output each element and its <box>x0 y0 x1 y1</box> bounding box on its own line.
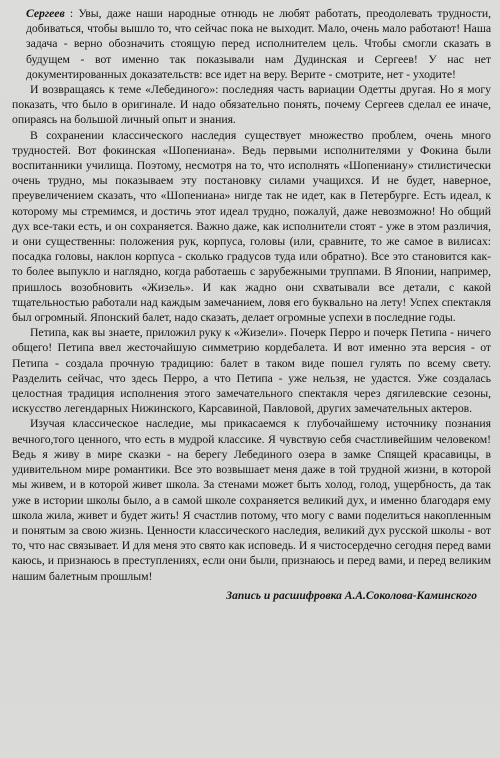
paragraph-2: И возвращаясь к теме «Лебединого»: последняя часть вариации Одетты другая. Но я могу показать, что было в оригинале. И надо обязательно понять, почему Сергеев сделал ее иначе, опираясь на большой личный опыт и знания. <box>12 83 491 127</box>
paragraph-3: В сохранении классического наследия существует множество проблем, очень много трудностей. Вот фокинская «Шопениана». Ведь первыми исполнителями у Фокина были воспитанники училища. Поэтому, несмотря на то, что исполнять «Шопениану» стилистически очень трудно, мы показываем эту постановку силами учащихся. И не будет, наверное, преувеличением сказать, что «Шопениана» нигде так не идет, как в Петербурге. Есть идеал, к которому мы стремимся, и достичь этот идеал трудно, пожалуй, даже невозможно! Но общий дух все-таки есть, и он сохраняется. Важно даже, как исполнители стоят - уже в этом различия, и они существенны: положения рук, корпуса, головы (или, сравните, то же самое в вилисах: посадка головы, наклон корпуса - сколько градусов туда или обратно). Все это становится как-то более выпукло и наглядно, когда работаешь с зарубежными труппами. В Японии, например, пришлось возобновить «Жизель». И как жадно они схватывали все детали, с какой тщательностью работали над каждым замечанием, ловя его буквально на лету! Успех спектакля был огромный. Японский балет, надо сказать, делает огромные успехи в последние годы. <box>12 128 491 325</box>
paragraph-1 <box>12 6 491 82</box>
paragraph-4: Петипа, как вы знаете, приложил руку к «Жизели». Почерк Перро и почерк Петипа - ничего общего! Петипа ввел жесточайшую симметрию кордебалета. И вот именно эта версия - от Петипа - создала прочную традицию: балет в таком виде пошел гулять по всему свету. Разделить сейчас, что здесь Перро, а что Петипа - уже нельзя, не удастся. Уже создалась целостная традиция исполнения этого замечательного спектакля через дягилевские сезоны, искусство легендарных Нижинского, Карсавиной, Павловой, других замечательных актеров. <box>12 326 491 416</box>
paragraph-1-text: : Увы, даже наши народные отнюдь не любят работать, преодолевать трудности, добиваться, чтобы вышло то, что сейчас пока не выходит. Мало, очень мало работают! Наша задача - верно обозначить стоящую перед исполнителем цель. Чтобы смогли сказать в будущем - вот именно так показывали нам Дудинская и Сергеев! У нас нет документированных доказательств: все идет на веру. Верите - смотрите, нет - уходите! <box>26 7 491 81</box>
paragraph-5: Изучая классическое наследие, мы прикасаемся к глубочайшему источнику познания вечного,того ценного, что есть в мудрой классике. Я чувствую себя счастливейшим человеком! Ведь я живу в мире сказки - на берегу Лебединого озера в замке Спящей красавицы, в удивительном мире романтики. Все это возвышает меня даже в той трудной жизни, в которой мы живем, и в которой живет школа. За стенами может быть холод, голод, ущербность, да так уже в истории школы было, а в самой школе сохраняется великий дух, и именно благодаря ему школа жила, живет и будет жить! Я счастлив потому, что могу с вами поделиться накопленным и понятым за свою жизнь. Ценности классического наследия, великий дух русской школы - вот то, что нас связывает. И для меня это свято как исповедь. И я чистосердечно сегодня перед вами каюсь, и признаюсь в преступлениях, если они были, признаюсь и перед вами, и перед великим нашим балетным прошлым! <box>12 417 491 583</box>
speaker-name: Сергеев <box>26 7 65 20</box>
signature-credit: Запись и расшифровка А.А.Соколова-Каминского <box>226 589 477 602</box>
